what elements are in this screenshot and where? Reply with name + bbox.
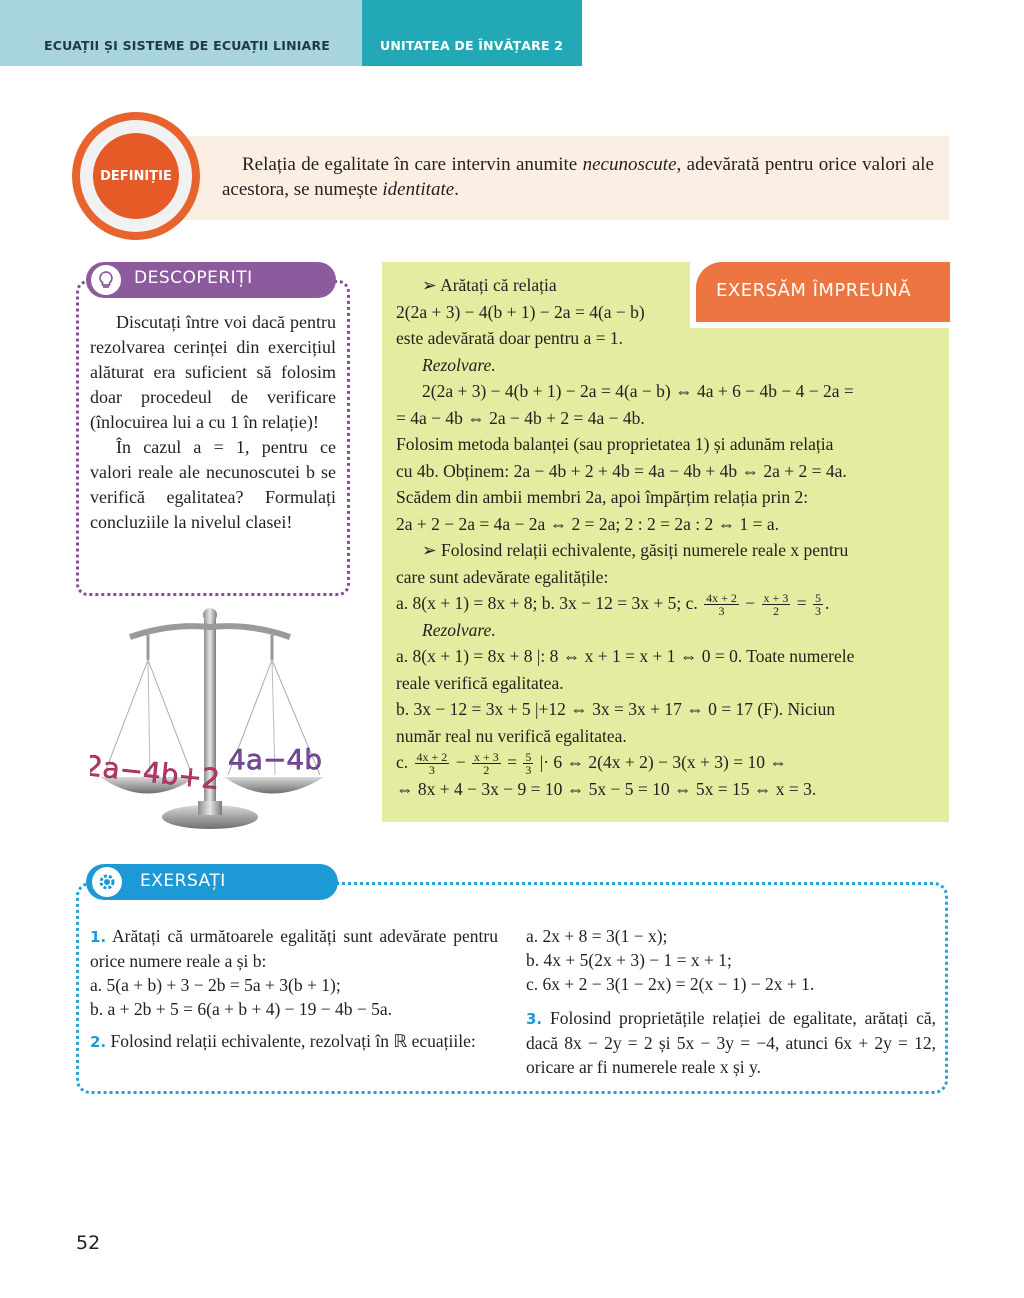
exercises-left-column bbox=[90, 924, 498, 1054]
example-line: cu 4b. Obținem: 2a − 4b + 2 + 4b = 4a − 4b + 4b ⇔ 2a + 2 = 4a. bbox=[396, 460, 847, 481]
header-unit-title: UNITATEA DE ÎNVĂȚARE 2 bbox=[380, 38, 564, 53]
exercise-3: 3. Folosind proprietățile relației de egalitate, arătați că, dacă 8x − 2y = 2 și 5x − 3y = −4, atunci 6x + 2y = 12, oricare ar fi numerele reale x și y. bbox=[526, 1008, 937, 1077]
definition-term-unknowns: necunoscute bbox=[582, 154, 677, 175]
definition-badge: DEFINIȚIE bbox=[93, 133, 179, 219]
example-line: care sunt adevărate egalitățile: bbox=[396, 566, 609, 587]
discover-text bbox=[90, 310, 336, 535]
header-unit-bar bbox=[362, 0, 582, 66]
example-title: EXERSĂM ÎMPREUNĂ bbox=[716, 280, 912, 301]
exercise-2a: a. 2x + 8 = 3(1 − x); bbox=[526, 926, 668, 946]
example-content bbox=[396, 272, 936, 802]
fraction: $\frac{x + 3}{2}$ bbox=[763, 591, 789, 619]
example-line: b. 3x − 12 = 3x + 5 |+12 ⇔ 3x = 3x + 17 ⇔ 0 = 17 (F). Niciun bbox=[396, 699, 836, 719]
example-line: 2(2a + 3) − 4(b + 1) − 2a = 4(a − b) bbox=[396, 301, 645, 322]
exercise-2: 2. Folosind relații echivalente, rezolvați în ℝ ecuațiile: bbox=[90, 1031, 476, 1051]
example-line: este adevărată doar pentru a = 1. bbox=[396, 328, 624, 348]
fraction: $\frac{5}{3}$ bbox=[525, 750, 532, 778]
fraction: $\frac{4x + 2}{3}$ bbox=[706, 591, 737, 619]
exercise-number: 1. bbox=[90, 928, 107, 946]
example-line: 2a + 2 − 2a = 4a − 2a ⇔ 2 = 2a; 2 : 2 = 2a : 2 ⇔ 1 = a. bbox=[396, 513, 780, 534]
header-chapter-title: ECUAȚII ȘI SISTEME DE ECUAȚII LINIARE bbox=[44, 38, 331, 53]
exercise-1a: a. 5(a + b) + 3 − 2b = 5a + 3(b + 1); bbox=[90, 975, 341, 995]
example-line: Folosim metoda balanței (sau proprietatea 1) și adunăm relația bbox=[396, 434, 834, 454]
fraction: $\frac{5}{3}$ bbox=[814, 591, 821, 619]
example-solution-c-line: c. $\frac{4x + 2}{3}$ − $\frac{x + 3}{2}$ = $\frac{5}{3}$ |· 6 ⇔ 2(4x + 2) − 3(x + 3) = 10 ⇔ bbox=[396, 750, 787, 778]
right-pan-label: 4a−4b bbox=[228, 743, 323, 776]
example-line: a. 8(x + 1) = 8x + 8 |: 8 ⇔ x + 1 = x + 1 ⇔ 0 = 0. Toate numerele bbox=[396, 646, 855, 666]
example-line: număr real nu verifică egalitatea. bbox=[396, 725, 627, 746]
left-pan-label: 2a−4b+2 bbox=[90, 749, 222, 797]
example-line: = 4a − 4b ⇔ 2a − 4b + 2 = 4a − 4b. bbox=[396, 407, 645, 428]
exercise-number: 2. bbox=[90, 1033, 107, 1051]
discover-paragraph-2: În cazul a = 1, pentru ce valori reale ale necunoscutei b se verifică egalitatea? Formulați concluziile la nivelul clasei! bbox=[90, 437, 336, 532]
example-line: Scădem din ambii membri 2a, apoi împărțim relația prin 2: bbox=[396, 487, 809, 507]
exercise-2b: b. 4x + 5(2x + 3) − 1 = x + 1; bbox=[526, 950, 732, 970]
lightbulb-icon bbox=[91, 265, 121, 295]
definition-term-identity: identitate bbox=[382, 179, 455, 200]
exercises-title: EXERSAȚI bbox=[140, 871, 226, 891]
example-equations-line: a. 8(x + 1) = 8x + 8; b. 3x − 12 = 3x + 5; c. $\frac{4x + 2}{3}$ − $\frac{x + 3}{2}$ = $\frac{5}{3}$ . bbox=[396, 591, 830, 619]
page-number: 52 bbox=[76, 1232, 101, 1254]
discover-paragraph-1: Discutați între voi dacă pentru rezolvarea cerinței din exercițiul alăturat era suficient să folosim doar procedeul de verificare (înlocuirea lui a cu 1 în relație)! bbox=[90, 312, 336, 432]
exercise-1: 1. Arătați că următoarele egalități sunt adevărate pentru orice numere reale a și b: bbox=[90, 926, 498, 971]
gear-icon bbox=[92, 867, 122, 897]
example-line: 2(2a + 3) − 4(b + 1) − 2a = 4(a − b) ⇔ 4a + 6 − 4b − 4 − 2a = bbox=[422, 381, 854, 401]
example-line: ➢ Arătați că relația bbox=[422, 275, 557, 295]
example-solution-label: Rezolvare. bbox=[422, 354, 496, 375]
exercises-right-column bbox=[526, 924, 936, 1079]
exercise-number: 3. bbox=[526, 1010, 543, 1028]
definition-text: Relația de egalitate în care intervin anumite necunoscute, adevărată pentru orice valori ale acestora, se numește identitate. bbox=[222, 154, 934, 200]
exercise-2c: c. 6x + 2 − 3(1 − 2x) = 2(x − 1) − 2x + 1. bbox=[526, 974, 815, 994]
example-line: ⇔ 8x + 4 − 3x − 9 = 10 ⇔ 5x − 5 = 10 ⇔ 5x = 15 ⇔ x = 3. bbox=[396, 778, 817, 799]
balance-scale-image bbox=[90, 605, 340, 835]
discover-title: DESCOPERIȚI bbox=[134, 268, 253, 288]
fraction: $\frac{4x + 2}{3}$ bbox=[416, 750, 448, 778]
example-line: ➢ Folosind relații echivalente, găsiți numerele reale x pentru bbox=[422, 540, 849, 560]
exercise-1b: b. a + 2b + 5 = 6(a + b + 4) − 19 − 4b − 5a. bbox=[90, 999, 393, 1019]
example-line: reale verifică egalitatea. bbox=[396, 672, 564, 693]
header-chapter-bar bbox=[0, 0, 362, 66]
fraction: $\frac{x + 3}{2}$ bbox=[473, 750, 499, 778]
example-solution-label: Rezolvare. bbox=[422, 619, 496, 640]
